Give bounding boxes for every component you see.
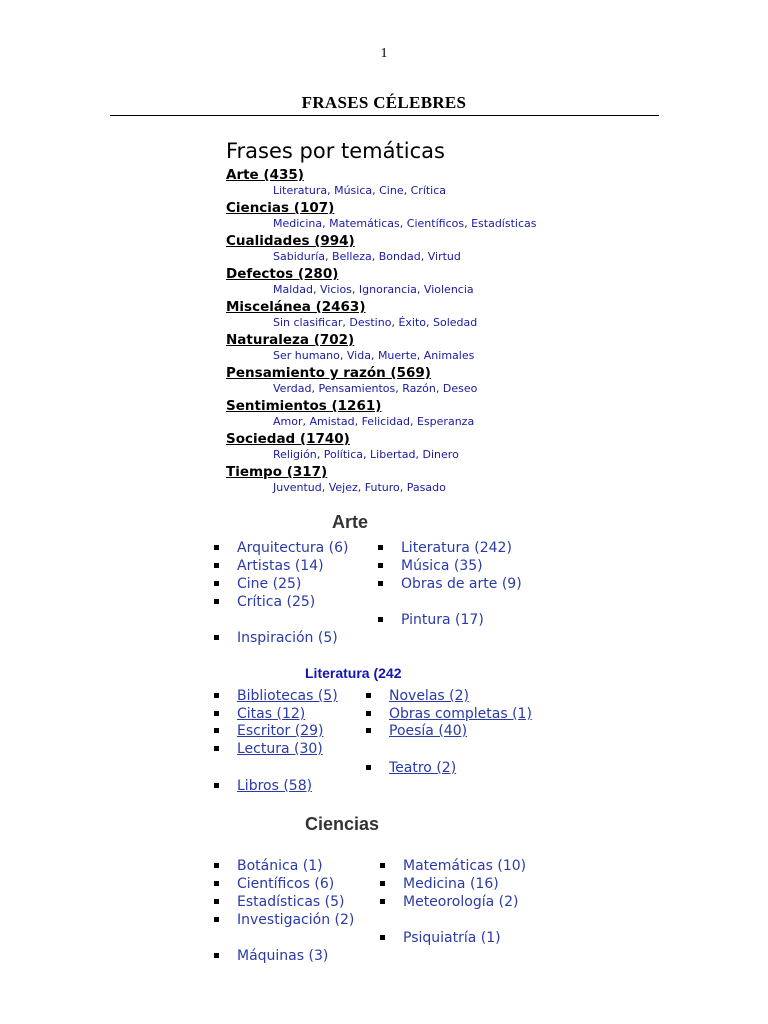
arte-item[interactable]: Obras de arte (9) bbox=[378, 576, 522, 592]
topic-link[interactable]: Miscelánea (2463) bbox=[226, 299, 366, 315]
bullet-icon bbox=[378, 581, 383, 586]
subtopic-links: Medicina, Matemáticas, Científicos, Estadísticas bbox=[273, 217, 537, 230]
subtopic-links: Juventud, Vejez, Futuro, Pasado bbox=[273, 481, 446, 494]
subtopic-link[interactable]: Ser humano bbox=[273, 349, 340, 362]
arte-item[interactable]: Inspiración (5) bbox=[214, 630, 338, 646]
subtopic-link[interactable]: Deseo bbox=[442, 382, 478, 395]
literatura-item[interactable]: Novelas (2) bbox=[366, 688, 469, 704]
arte-item[interactable]: Arquitectura (6) bbox=[214, 540, 349, 556]
ciencias-item[interactable]: Meteorología (2) bbox=[380, 894, 518, 910]
subtopic-link[interactable]: Pensamientos bbox=[318, 382, 396, 395]
bullet-icon bbox=[214, 953, 219, 958]
ciencias-item[interactable]: Medicina (16) bbox=[380, 876, 499, 892]
literatura-item[interactable]: Teatro (2) bbox=[366, 760, 456, 776]
subtopic-link[interactable]: Éxito bbox=[398, 316, 426, 329]
bullet-icon bbox=[366, 765, 371, 770]
topic-link[interactable]: Pensamiento y razón (569) bbox=[226, 365, 431, 381]
subtopic-link[interactable]: Cine bbox=[379, 184, 404, 197]
topic-link[interactable]: Ciencias (107) bbox=[226, 200, 335, 216]
bullet-icon bbox=[214, 711, 219, 716]
arte-item[interactable]: Pintura (17) bbox=[378, 612, 484, 628]
subtopic-link[interactable]: Verdad bbox=[273, 382, 312, 395]
topic-block bbox=[226, 200, 537, 232]
subtopic-link[interactable]: Destino bbox=[349, 316, 392, 329]
ciencias-item[interactable]: Estadísticas (5) bbox=[214, 894, 345, 910]
bullet-icon bbox=[366, 728, 371, 733]
subtopic-link[interactable]: Libertad bbox=[370, 448, 416, 461]
bullet-icon bbox=[380, 935, 385, 940]
topic-link[interactable]: Arte (435) bbox=[226, 167, 304, 183]
subtopic-link[interactable]: Sin clasificar bbox=[273, 316, 343, 329]
subtopic-link[interactable]: Maldad bbox=[273, 283, 313, 296]
subtopic-link[interactable]: Estadísticas bbox=[471, 217, 537, 230]
topic-block bbox=[226, 431, 537, 463]
title-rule bbox=[110, 115, 659, 116]
bullet-icon bbox=[214, 783, 219, 788]
subtopic-link[interactable]: Juventud bbox=[273, 481, 322, 494]
subtopic-link[interactable]: Muerte bbox=[377, 349, 417, 362]
subtopic-link[interactable]: Sabiduría bbox=[273, 250, 326, 263]
ciencias-item[interactable]: Botánica (1) bbox=[214, 858, 323, 874]
bullet-icon bbox=[214, 746, 219, 751]
subtopic-link[interactable]: Dinero bbox=[422, 448, 459, 461]
subtopic-link[interactable]: Medicina bbox=[273, 217, 323, 230]
subtopic-link[interactable]: Pasado bbox=[406, 481, 446, 494]
topic-link[interactable]: Naturaleza (702) bbox=[226, 332, 355, 348]
literatura-item[interactable]: Obras completas (1) bbox=[366, 706, 532, 722]
subtopic-link[interactable]: Vejez bbox=[328, 481, 358, 494]
subtopic-links: Verdad, Pensamientos, Razón, Deseo bbox=[273, 382, 478, 395]
topic-link[interactable]: Sociedad (1740) bbox=[226, 431, 350, 447]
arte-heading: Arte bbox=[332, 512, 369, 532]
subtopic-link[interactable]: Religión bbox=[273, 448, 317, 461]
arte-item[interactable]: Literatura (242) bbox=[378, 540, 512, 556]
literatura-item[interactable]: Lectura (30) bbox=[214, 741, 323, 757]
subtopic-link[interactable]: Felicidad bbox=[361, 415, 410, 428]
bullet-icon bbox=[214, 728, 219, 733]
subtopic-link[interactable]: Crítica bbox=[410, 184, 447, 197]
topic-link[interactable]: Cualidades (994) bbox=[226, 233, 355, 249]
topic-block bbox=[226, 398, 537, 430]
topic-link[interactable]: Sentimientos (1261) bbox=[226, 398, 382, 414]
arte-item[interactable]: Crítica (25) bbox=[214, 594, 315, 610]
subtopic-link[interactable]: Virtud bbox=[427, 250, 461, 263]
bullet-icon bbox=[214, 581, 219, 586]
subtopic-link[interactable]: Política bbox=[323, 448, 364, 461]
bullet-icon bbox=[214, 693, 219, 698]
bullet-icon bbox=[378, 617, 383, 622]
topic-block bbox=[226, 365, 537, 397]
topic-block bbox=[226, 266, 537, 298]
literatura-item[interactable]: Libros (58) bbox=[214, 778, 312, 794]
bullet-icon bbox=[214, 881, 219, 886]
subtopic-link[interactable]: Amistad bbox=[309, 415, 355, 428]
subtopic-link[interactable]: Vicios bbox=[320, 283, 352, 296]
ciencias-item[interactable]: Investigación (2) bbox=[214, 912, 354, 928]
subtopic-link[interactable]: Amor bbox=[273, 415, 303, 428]
ciencias-heading: Ciencias bbox=[305, 814, 380, 834]
subtopic-link[interactable]: Razón bbox=[402, 382, 436, 395]
topic-block bbox=[226, 332, 537, 364]
bullet-icon bbox=[214, 899, 219, 904]
topic-link[interactable]: Defectos (280) bbox=[226, 266, 339, 282]
subtopic-link[interactable]: Soledad bbox=[433, 316, 478, 329]
bullet-icon bbox=[380, 899, 385, 904]
subtopic-link[interactable]: Animales bbox=[423, 349, 475, 362]
subtopic-link[interactable]: Esperanza bbox=[417, 415, 475, 428]
ciencias-item[interactable]: Psiquiatría (1) bbox=[380, 930, 501, 946]
subtopic-links: Maldad, Vicios, Ignorancia, Violencia bbox=[273, 283, 474, 296]
literatura-item[interactable]: Escritor (29) bbox=[214, 723, 323, 739]
topic-block bbox=[226, 464, 537, 496]
subtopic-link[interactable]: Música bbox=[334, 184, 373, 197]
subtopic-link[interactable]: Violencia bbox=[423, 283, 474, 296]
subtopic-links: Sin clasificar, Destino, Éxito, Soledad bbox=[273, 316, 478, 329]
subtopic-link[interactable]: Científicos bbox=[406, 217, 465, 230]
arte-item[interactable]: Música (35) bbox=[378, 558, 483, 574]
subtopic-link[interactable]: Vida bbox=[346, 349, 371, 362]
ciencias-item[interactable]: Máquinas (3) bbox=[214, 948, 328, 964]
bullet-icon bbox=[214, 599, 219, 604]
subtopic-link[interactable]: Belleza bbox=[332, 250, 372, 263]
bullet-icon bbox=[214, 917, 219, 922]
arte-item[interactable]: Cine (25) bbox=[214, 576, 301, 592]
section-heading: Frases por temáticas bbox=[226, 139, 445, 163]
literatura-item[interactable]: Poesía (40) bbox=[366, 723, 467, 739]
page-number: 1 bbox=[380, 46, 388, 61]
subtopic-links: Sabiduría, Belleza, Bondad, Virtud bbox=[273, 250, 461, 263]
bullet-icon bbox=[214, 545, 219, 550]
bullet-icon bbox=[214, 635, 219, 640]
bullet-icon bbox=[214, 863, 219, 868]
bullet-icon bbox=[378, 563, 383, 568]
bullet-icon bbox=[214, 563, 219, 568]
topic-block bbox=[226, 299, 537, 331]
arte-item[interactable]: Artistas (14) bbox=[214, 558, 324, 574]
subtopic-link[interactable]: Literatura bbox=[273, 184, 328, 197]
topic-link[interactable]: Tiempo (317) bbox=[226, 464, 328, 480]
literatura-item[interactable]: Bibliotecas (5) bbox=[214, 688, 338, 704]
ciencias-item[interactable]: Científicos (6) bbox=[214, 876, 334, 892]
subtopic-link[interactable]: Futuro bbox=[364, 481, 400, 494]
bullet-icon bbox=[380, 863, 385, 868]
ciencias-item[interactable]: Matemáticas (10) bbox=[380, 858, 526, 874]
subtopic-links: Amor, Amistad, Felicidad, Esperanza bbox=[273, 415, 475, 428]
bullet-icon bbox=[366, 693, 371, 698]
topic-block bbox=[226, 167, 537, 199]
subtopic-links: Ser humano, Vida, Muerte, Animales bbox=[273, 349, 475, 362]
bullet-icon bbox=[380, 881, 385, 886]
literatura-heading: Literatura (242 bbox=[305, 665, 402, 681]
subtopic-link[interactable]: Ignorancia bbox=[358, 283, 417, 296]
topic-block bbox=[226, 233, 537, 265]
bullet-icon bbox=[366, 711, 371, 716]
topic-list bbox=[226, 167, 537, 496]
subtopic-links: Religión, Política, Libertad, Dinero bbox=[273, 448, 459, 461]
bullet-icon bbox=[378, 545, 383, 550]
literatura-item[interactable]: Citas (12) bbox=[214, 706, 305, 722]
document-title: FRASES CÉLEBRES bbox=[301, 93, 467, 112]
subtopic-link[interactable]: Bondad bbox=[378, 250, 421, 263]
subtopic-links: Literatura, Música, Cine, Crítica bbox=[273, 184, 447, 197]
subtopic-link[interactable]: Matemáticas bbox=[329, 217, 400, 230]
